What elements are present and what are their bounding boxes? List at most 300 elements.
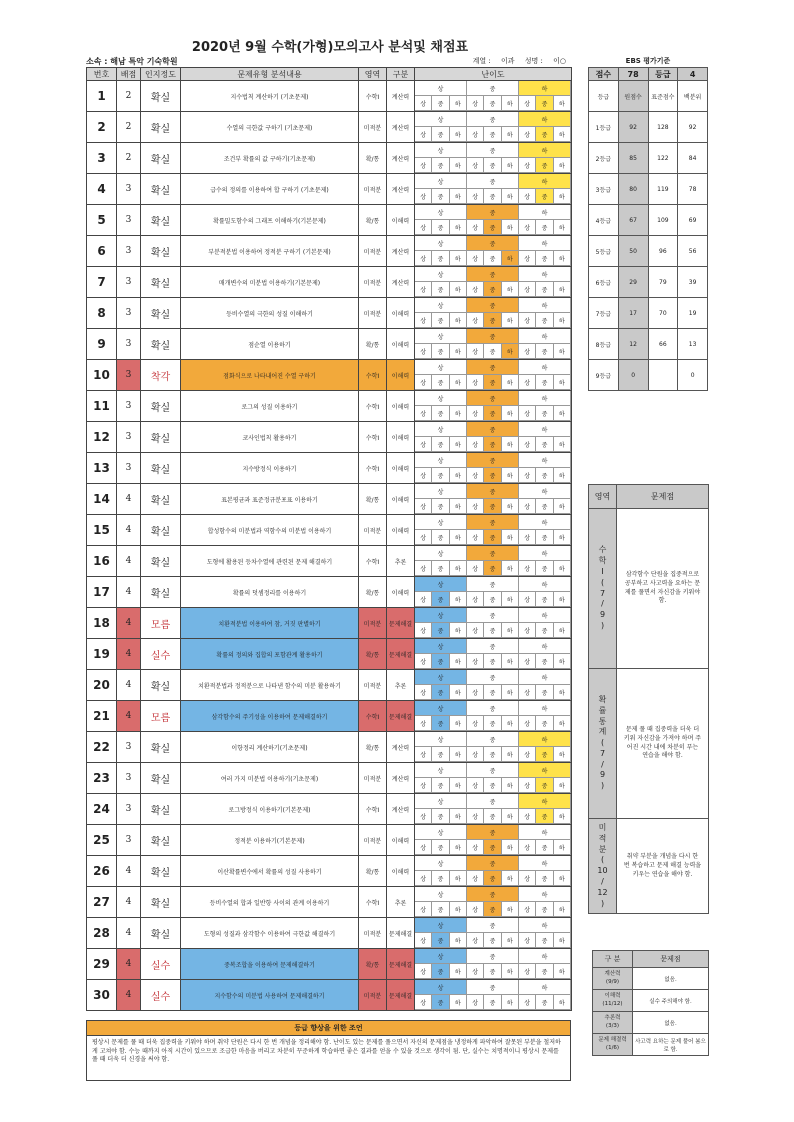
- ebs-std: 70: [648, 298, 678, 329]
- difficulty-top-2: 하: [519, 360, 571, 375]
- issue-area-char: 분: [598, 844, 607, 854]
- difficulty-top-1: 중: [467, 732, 519, 747]
- score-table: [86, 67, 572, 1011]
- question-kind: 문제해결: [387, 980, 415, 1011]
- summary-col-issue: 문제점: [633, 951, 709, 968]
- difficulty-cell-7: 중: [536, 96, 553, 111]
- difficulty-cell-5: 하: [502, 685, 519, 700]
- question-number: 7: [87, 267, 117, 298]
- difficulty-top-2: 하: [519, 949, 571, 964]
- question-type: 이항정리 계산하기(기초문제): [181, 732, 359, 763]
- question-kind: 이해력: [387, 298, 415, 329]
- difficulty-cell-6: 상: [519, 716, 536, 731]
- question-kind: 이해력: [387, 391, 415, 422]
- difficulty-cell-3: 상: [467, 499, 484, 514]
- question-area: 미적분: [359, 918, 387, 949]
- difficulty-top-1: 중: [467, 608, 519, 623]
- question-points: 3: [117, 174, 141, 205]
- difficulty-cell-3: 상: [467, 406, 484, 421]
- difficulty-cell-4: 중: [484, 778, 501, 793]
- question-kind: 문제해결: [387, 918, 415, 949]
- question-kind: 추론: [387, 887, 415, 918]
- ebs-score-row: [589, 68, 708, 81]
- issue-area-char: 수: [598, 545, 607, 555]
- issue-area-char: (: [600, 577, 605, 587]
- difficulty-top-1: 중: [467, 980, 519, 995]
- difficulty-top-1: 중: [467, 81, 519, 96]
- question-type: 로그방정식 이용하기(기본문제): [181, 794, 359, 825]
- difficulty-cell-3: 상: [467, 220, 484, 235]
- difficulty-cell-2: 하: [450, 933, 467, 948]
- difficulty-top-1: 중: [467, 298, 519, 313]
- ebs-grade-row: [589, 236, 708, 267]
- difficulty-cell-1: 중: [432, 251, 449, 266]
- question-number: 29: [87, 949, 117, 980]
- difficulty-cell-1: 중: [432, 995, 449, 1010]
- difficulty-cell-4: 중: [484, 964, 501, 979]
- difficulty-cell-5: 하: [502, 189, 519, 204]
- question-points: 3: [117, 732, 141, 763]
- difficulty-cell-5: 하: [502, 375, 519, 390]
- ebs-std: 96: [648, 236, 678, 267]
- difficulty-cell-6: 상: [519, 313, 536, 328]
- question-row: [87, 112, 572, 143]
- difficulty-cell-7: 중: [536, 313, 553, 328]
- difficulty-cell-1: 중: [432, 964, 449, 979]
- ebs-grade-row: [589, 329, 708, 360]
- question-number: 10: [87, 360, 117, 391]
- difficulty-cell-0: 상: [415, 933, 432, 948]
- difficulty-cell-2: 하: [450, 499, 467, 514]
- question-kind: 계산력: [387, 794, 415, 825]
- difficulty-cell-1: 중: [432, 716, 449, 731]
- difficulty-cell-8: 하: [554, 654, 571, 669]
- difficulty-cell-3: 상: [467, 437, 484, 452]
- difficulty-cell-5: 하: [502, 313, 519, 328]
- question-row: [87, 763, 572, 794]
- difficulty-cell-2: 하: [450, 282, 467, 297]
- question-number: 4: [87, 174, 117, 205]
- difficulty-top-0: 상: [415, 143, 467, 158]
- difficulty-cell-0: 상: [415, 530, 432, 545]
- ebs-grade-row: [589, 267, 708, 298]
- question-area: 미적분: [359, 174, 387, 205]
- difficulty-cell-3: 상: [467, 530, 484, 545]
- difficulty-cell-8: 하: [554, 592, 571, 607]
- difficulty-cell-7: 중: [536, 623, 553, 638]
- question-area: 확/통: [359, 205, 387, 236]
- difficulty-cell-1: 중: [432, 685, 449, 700]
- question-number: 19: [87, 639, 117, 670]
- difficulty-grid: [415, 608, 572, 639]
- difficulty-cell-1: 중: [432, 499, 449, 514]
- difficulty-grid: [415, 112, 572, 143]
- summary-row: [593, 990, 709, 1012]
- question-points: 4: [117, 980, 141, 1011]
- question-number: 15: [87, 515, 117, 546]
- difficulty-cell-6: 상: [519, 871, 536, 886]
- difficulty-cell-6: 상: [519, 437, 536, 452]
- question-kind: 문제해결: [387, 608, 415, 639]
- question-row: [87, 174, 572, 205]
- difficulty-top-0: 상: [415, 577, 467, 592]
- difficulty-top-2: 하: [519, 81, 571, 96]
- question-points: 4: [117, 577, 141, 608]
- col-pct: 백분위: [678, 81, 708, 112]
- cognition-status: 모름: [141, 701, 181, 732]
- difficulty-cell-0: 상: [415, 809, 432, 824]
- difficulty-cell-0: 상: [415, 127, 432, 142]
- difficulty-cell-8: 하: [554, 282, 571, 297]
- question-kind: 이해력: [387, 453, 415, 484]
- issue-area-char: /: [601, 876, 604, 886]
- question-row: [87, 918, 572, 949]
- question-area: 미적분: [359, 515, 387, 546]
- question-number: 26: [87, 856, 117, 887]
- difficulty-cell-4: 중: [484, 840, 501, 855]
- difficulty-grid: [415, 360, 572, 391]
- difficulty-cell-5: 하: [502, 220, 519, 235]
- question-number: 12: [87, 422, 117, 453]
- issue-area-char: 률: [598, 705, 607, 715]
- difficulty-top-2: 하: [519, 980, 571, 995]
- cognition-status: 착각: [141, 360, 181, 391]
- difficulty-cell-5: 하: [502, 716, 519, 731]
- issue-area: [589, 819, 617, 914]
- difficulty-top-0: 상: [415, 422, 467, 437]
- question-type: 매개변수의 미분법 이용하기(기본문제): [181, 267, 359, 298]
- difficulty-cell-4: 중: [484, 654, 501, 669]
- difficulty-cell-5: 하: [502, 499, 519, 514]
- question-area: 미적분: [359, 298, 387, 329]
- cognition-status: 확실: [141, 887, 181, 918]
- ebs-pct: 69: [678, 205, 708, 236]
- ebs-std: 66: [648, 329, 678, 360]
- difficulty-top-1: 중: [467, 639, 519, 654]
- difficulty-cell-3: 상: [467, 468, 484, 483]
- difficulty-cell-7: 중: [536, 530, 553, 545]
- question-type: 지수방정식 이용하기: [181, 453, 359, 484]
- question-type: 지수함수의 미분법 사용하여 문제해결하기: [181, 980, 359, 1011]
- question-kind: 추론: [387, 670, 415, 701]
- question-kind: 계산력: [387, 267, 415, 298]
- question-points: 4: [117, 670, 141, 701]
- difficulty-cells: [415, 329, 571, 359]
- issue-row: [589, 509, 709, 669]
- difficulty-top-1: 중: [467, 453, 519, 468]
- question-type: 이산확률변수에서 확률의 성질 사용하기: [181, 856, 359, 887]
- difficulty-top-2: 하: [519, 143, 571, 158]
- difficulty-cell-8: 하: [554, 468, 571, 483]
- difficulty-cell-6: 상: [519, 530, 536, 545]
- name-label: 성명 :: [524, 57, 543, 65]
- difficulty-grid: [415, 887, 572, 918]
- difficulty-cell-1: 중: [432, 654, 449, 669]
- difficulty-cell-8: 하: [554, 902, 571, 917]
- difficulty-cell-6: 상: [519, 96, 536, 111]
- difficulty-grid: [415, 918, 572, 949]
- score-table-header: [87, 68, 572, 81]
- difficulty-cells: [415, 484, 571, 514]
- question-type: 여러 가지 미분법 이용하기(기초문제): [181, 763, 359, 794]
- difficulty-top-0: 상: [415, 794, 467, 809]
- ebs-raw: 29: [618, 267, 648, 298]
- difficulty-cell-0: 상: [415, 685, 432, 700]
- question-number: 23: [87, 763, 117, 794]
- difficulty-cell-3: 상: [467, 747, 484, 762]
- difficulty-cell-5: 하: [502, 561, 519, 576]
- difficulty-cell-2: 하: [450, 375, 467, 390]
- issue-area-char: 적: [598, 833, 607, 843]
- question-points: 4: [117, 949, 141, 980]
- difficulty-cell-3: 상: [467, 902, 484, 917]
- issue-area-char: ): [600, 781, 605, 791]
- difficulty-cell-4: 중: [484, 282, 501, 297]
- question-kind: 계산력: [387, 81, 415, 112]
- question-number: 24: [87, 794, 117, 825]
- difficulty-cell-0: 상: [415, 406, 432, 421]
- summary-col-kind: 구 분: [593, 951, 633, 968]
- difficulty-cells: [415, 143, 571, 173]
- difficulty-cell-6: 상: [519, 623, 536, 638]
- difficulty-top-0: 상: [415, 856, 467, 871]
- ebs-pct: 0: [678, 360, 708, 391]
- difficulty-cell-0: 상: [415, 561, 432, 576]
- difficulty-cells: [415, 360, 571, 390]
- question-points: 2: [117, 112, 141, 143]
- question-number: 2: [87, 112, 117, 143]
- question-area: 수학Ⅰ: [359, 81, 387, 112]
- question-area: 확/통: [359, 143, 387, 174]
- summary-kind-ratio: (11/12): [602, 1000, 623, 1007]
- difficulty-cell-4: 중: [484, 220, 501, 235]
- question-points: 3: [117, 422, 141, 453]
- ebs-pct: 84: [678, 143, 708, 174]
- difficulty-cell-3: 상: [467, 282, 484, 297]
- issue-area-char: 7: [599, 588, 606, 598]
- question-number: 20: [87, 670, 117, 701]
- difficulty-cell-6: 상: [519, 251, 536, 266]
- difficulty-grid: [415, 174, 572, 205]
- difficulty-cell-8: 하: [554, 406, 571, 421]
- question-type: 도형에 활용된 등차수열에 관련된 문제 해결하기: [181, 546, 359, 577]
- difficulty-cell-6: 상: [519, 189, 536, 204]
- difficulty-grid: [415, 546, 572, 577]
- question-row: [87, 515, 572, 546]
- difficulty-cell-4: 중: [484, 716, 501, 731]
- issue-area-char: 9: [599, 610, 606, 620]
- question-area: 수학Ⅰ: [359, 453, 387, 484]
- question-kind: 계산력: [387, 763, 415, 794]
- question-area: 미적분: [359, 112, 387, 143]
- difficulty-top-2: 하: [519, 174, 571, 189]
- question-type: 점순열 이용하기: [181, 329, 359, 360]
- issue-area: [589, 669, 617, 819]
- difficulty-cell-1: 중: [432, 189, 449, 204]
- question-points: 2: [117, 81, 141, 112]
- difficulty-cell-5: 하: [502, 933, 519, 948]
- difficulty-cell-0: 상: [415, 375, 432, 390]
- difficulty-cell-8: 하: [554, 127, 571, 142]
- difficulty-cells: [415, 639, 571, 669]
- ebs-raw: 12: [618, 329, 648, 360]
- difficulty-top-2: 하: [519, 391, 571, 406]
- difficulty-cell-0: 상: [415, 778, 432, 793]
- difficulty-cell-4: 중: [484, 995, 501, 1010]
- ebs-table: [588, 67, 708, 391]
- difficulty-cells: [415, 608, 571, 638]
- difficulty-cell-1: 중: [432, 778, 449, 793]
- difficulty-cell-8: 하: [554, 685, 571, 700]
- difficulty-cell-0: 상: [415, 592, 432, 607]
- question-type: 등비수열의 합과 일반항 사이의 관계 이용하기: [181, 887, 359, 918]
- ebs-raw: 80: [618, 174, 648, 205]
- difficulty-grid: [415, 143, 572, 174]
- ebs-std: [648, 360, 678, 391]
- difficulty-grid: [415, 763, 572, 794]
- summary-kind-ratio: (1/6): [605, 1044, 620, 1051]
- question-row: [87, 267, 572, 298]
- cognition-status: 확실: [141, 825, 181, 856]
- difficulty-cell-3: 상: [467, 344, 484, 359]
- question-points: 4: [117, 701, 141, 732]
- question-type: 수열의 극한값 구하기 (기초문제): [181, 112, 359, 143]
- difficulty-cell-3: 상: [467, 995, 484, 1010]
- affiliation: 소속 : 해남 특악 기숙학원: [86, 57, 178, 66]
- cognition-status: 확실: [141, 112, 181, 143]
- question-row: [87, 484, 572, 515]
- difficulty-cell-3: 상: [467, 96, 484, 111]
- header-kind: 구분: [387, 68, 415, 81]
- difficulty-cell-4: 중: [484, 406, 501, 421]
- difficulty-grid: [415, 298, 572, 329]
- difficulty-cell-4: 중: [484, 933, 501, 948]
- question-row: [87, 577, 572, 608]
- cognition-status: 확실: [141, 577, 181, 608]
- difficulty-cell-6: 상: [519, 375, 536, 390]
- difficulty-grid: [415, 670, 572, 701]
- question-number: 9: [87, 329, 117, 360]
- difficulty-cell-2: 하: [450, 654, 467, 669]
- question-row: [87, 825, 572, 856]
- difficulty-cell-7: 중: [536, 406, 553, 421]
- difficulty-cell-7: 중: [536, 902, 553, 917]
- ebs-col-header: [589, 81, 708, 112]
- difficulty-cells: [415, 763, 571, 793]
- question-kind: 계산력: [387, 236, 415, 267]
- difficulty-cell-8: 하: [554, 964, 571, 979]
- difficulty-cell-4: 중: [484, 127, 501, 142]
- difficulty-top-2: 하: [519, 918, 571, 933]
- difficulty-cell-3: 상: [467, 251, 484, 266]
- difficulty-top-1: 중: [467, 484, 519, 499]
- cognition-status: 확실: [141, 298, 181, 329]
- difficulty-cell-7: 중: [536, 778, 553, 793]
- difficulty-cell-8: 하: [554, 840, 571, 855]
- difficulty-top-2: 하: [519, 825, 571, 840]
- question-row: [87, 298, 572, 329]
- difficulty-cell-4: 중: [484, 902, 501, 917]
- question-area: 확/통: [359, 577, 387, 608]
- issue-area: [589, 509, 617, 669]
- summary-text: 없음.: [633, 968, 709, 990]
- difficulty-cell-2: 하: [450, 251, 467, 266]
- issue-area-char: Ⅰ: [601, 566, 604, 576]
- difficulty-cell-8: 하: [554, 995, 571, 1010]
- difficulty-top-1: 중: [467, 794, 519, 809]
- question-number: 18: [87, 608, 117, 639]
- ebs-grade-row: [589, 174, 708, 205]
- cognition-status: 확실: [141, 453, 181, 484]
- difficulty-cell-8: 하: [554, 344, 571, 359]
- question-number: 13: [87, 453, 117, 484]
- difficulty-cell-6: 상: [519, 995, 536, 1010]
- difficulty-top-0: 상: [415, 918, 467, 933]
- issue-area-char: 통: [598, 716, 607, 726]
- difficulty-cell-7: 중: [536, 344, 553, 359]
- difficulty-cell-4: 중: [484, 623, 501, 638]
- question-points: 4: [117, 887, 141, 918]
- difficulty-top-1: 중: [467, 329, 519, 344]
- question-kind: 계산력: [387, 174, 415, 205]
- difficulty-top-0: 상: [415, 205, 467, 220]
- difficulty-grid: [415, 639, 572, 670]
- question-type: 등비수열의 극한의 성질 이해하기: [181, 298, 359, 329]
- question-number: 17: [87, 577, 117, 608]
- difficulty-top-0: 상: [415, 360, 467, 375]
- difficulty-cell-5: 하: [502, 251, 519, 266]
- difficulty-top-1: 중: [467, 236, 519, 251]
- question-row: [87, 143, 572, 174]
- difficulty-top-1: 중: [467, 546, 519, 561]
- summary-kind: [593, 1012, 633, 1034]
- difficulty-cells: [415, 825, 571, 855]
- difficulty-grid: [415, 205, 572, 236]
- grade-value: 4: [678, 68, 708, 81]
- question-number: 11: [87, 391, 117, 422]
- summary-kind-name: 이해력: [604, 993, 621, 1000]
- difficulty-cell-6: 상: [519, 158, 536, 173]
- question-row: [87, 608, 572, 639]
- ebs-grade: 9등급: [589, 360, 619, 391]
- difficulty-cell-0: 상: [415, 964, 432, 979]
- difficulty-grid: [415, 267, 572, 298]
- difficulty-cell-6: 상: [519, 282, 536, 297]
- difficulty-top-2: 하: [519, 515, 571, 530]
- difficulty-cell-3: 상: [467, 964, 484, 979]
- difficulty-top-2: 하: [519, 546, 571, 561]
- difficulty-cell-6: 상: [519, 561, 536, 576]
- col-grade: 등급: [589, 81, 619, 112]
- difficulty-cell-7: 중: [536, 468, 553, 483]
- difficulty-cell-0: 상: [415, 313, 432, 328]
- difficulty-cell-7: 중: [536, 995, 553, 1010]
- difficulty-cell-1: 중: [432, 158, 449, 173]
- difficulty-cell-1: 중: [432, 282, 449, 297]
- ebs-heading: EBS 평가기준: [625, 57, 671, 65]
- difficulty-top-2: 하: [519, 577, 571, 592]
- difficulty-top-1: 중: [467, 887, 519, 902]
- difficulty-top-1: 중: [467, 763, 519, 778]
- difficulty-cell-1: 중: [432, 623, 449, 638]
- question-points: 3: [117, 236, 141, 267]
- issues-col-area: 영역: [589, 485, 617, 509]
- difficulty-cell-7: 중: [536, 158, 553, 173]
- difficulty-cell-5: 하: [502, 840, 519, 855]
- cognition-status: 확실: [141, 205, 181, 236]
- cognition-status: 확실: [141, 732, 181, 763]
- difficulty-top-1: 중: [467, 515, 519, 530]
